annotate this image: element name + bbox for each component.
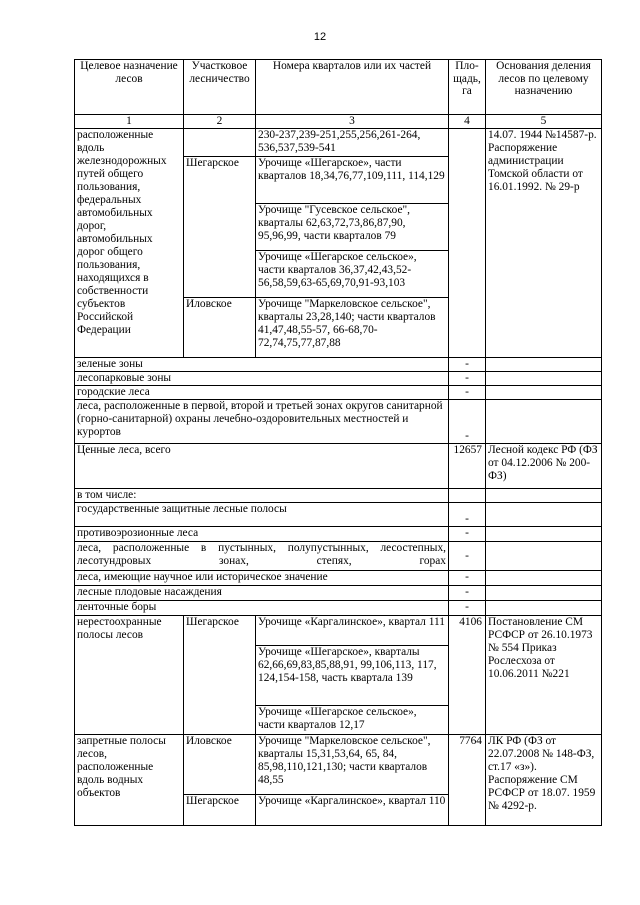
row-label: лесопарковые зоны [75,372,449,386]
area-cell: - [449,527,486,542]
col-number: 1 [75,115,184,129]
area-cell: - [449,400,486,444]
row-label: государственные защитные лесные полосы [75,503,449,527]
table-row [75,386,602,400]
table-row [75,616,602,646]
table-row [75,571,602,586]
header-quarters: Номера кварталов или их частей [256,60,449,115]
page-number: 12 [313,31,327,43]
row-label: леса, расположенные в пустынных, полупустынных, лесостепных, лесотундровых зонах, степях, горах [75,542,449,571]
area-cell: - [449,586,486,601]
table-row [75,444,602,489]
table-row [75,503,602,527]
table-row [75,601,602,616]
table-row [75,542,602,571]
quarters-cell: Урочище «Шегарское сельское», части кварталов 36,37,42,43,52-56,58,59,63-65,69,70,91-93,103 [256,251,449,298]
area-cell: 4106 [449,616,486,735]
quarters-cell: Урочище "Маркеловское сельское", кварталы 23,28,140; части кварталов 41,47,48,55-57, 66-68,70-72,74,75,77,87,88 [256,298,449,358]
purpose-spawning: нерестоохранные полосы лесов [75,616,184,735]
quarters-cell: Урочище «Каргалинское», квартал 110 [256,795,449,826]
basis-cell-empty [486,489,602,503]
district-cell: Шегарское [184,616,256,735]
row-label: леса, имеющие научное или историческое значение [75,571,449,586]
basis-cell-empty [486,542,602,571]
district-cell: Шегарское [184,795,256,826]
basis-cell: ЛК РФ (ФЗ от 22.07.2008 № 148-ФЗ, ст.17 «з»). Распоряжение СМ РСФСР от 18.07. 1959 № 4292-р. [486,735,602,826]
basis-cell-empty [486,527,602,542]
area-cell: - [449,571,486,586]
basis-cell-empty [486,571,602,586]
district-cell: Шегарское [184,157,256,298]
area-cell: - [449,372,486,386]
header-row [75,60,602,115]
area-cell: - [449,358,486,372]
area-cell: - [449,503,486,527]
col-number: 4 [449,115,486,129]
row-label: зеленые зоны [75,358,449,372]
quarters-cell: Урочище «Каргалинское», квартал 111 [256,616,449,646]
table-row [75,735,602,795]
table-row [75,527,602,542]
header-basis: Основания деления лесов по целевому назначению [486,60,602,115]
col-number: 3 [256,115,449,129]
row-label: противоэрозионные леса [75,527,449,542]
row-label: городские леса [75,386,449,400]
row-label: леса, расположенные в первой, второй и третьей зонах округов санитарной (горно-санитарной) охраны лечебно-оздоровительных местностей и курортов [75,400,449,444]
district-cell: Иловское [184,298,256,358]
basis-cell: Постановление СМ РСФСР от 26.10.1973 № 554 Приказ Рослесхоза от 10.06.2011 №221 [486,616,602,735]
col-number: 5 [486,115,602,129]
basis-cell: Лесной кодекс РФ (ФЗ от 04.12.2006 № 200-ФЗ) [486,444,602,489]
row-label: лесные плодовые насаждения [75,586,449,601]
table-row [75,400,602,444]
area-cell: - [449,386,486,400]
header-area: Пло-щадь, га [449,60,486,115]
header-district: Участковое лесничество [184,60,256,115]
basis-cell-empty [486,503,602,527]
basis-cell-empty [486,586,602,601]
row-label: Ценные леса, всего [75,444,449,489]
col-number: 2 [184,115,256,129]
basis-railways: 14.07. 1944 №14587-р. Распоряжение администрации Томской области от 16.01.1992. № 29-р [486,129,602,358]
area-cell-empty [449,489,486,503]
row-label: в том числе: [75,489,449,503]
purpose-protected: запретные полосы лесов, расположенные вдоль водных объектов [75,735,184,826]
table-row [75,489,602,503]
quarters-cell: Урочище «Шегарское», кварталы 62,66,69,83,85,88,91, 99,106,113, 117, 124,154-158, часть квартала 139 [256,646,449,706]
table-row [75,586,602,601]
column-numbers-row [75,115,602,129]
basis-cell-empty [486,400,602,444]
basis-cell-empty [486,386,602,400]
header-purpose: Целевое назначение лесов [75,60,184,115]
purpose-railways: расположенные вдоль железнодорожных путей общего пользования, федеральных автомобильных дорог, автомобильных дорог общего пользования, находящихся в собственности субъектов Российской Федерации [75,129,184,358]
table-row [75,358,602,372]
area-cell: 7764 [449,735,486,826]
quarters-cell: Урочище "Гусевское сельское", кварталы 62,63,72,73,86,87,90, 95,96,99, части кварталов 79 [256,204,449,251]
table-row [75,129,602,157]
table-row [75,372,602,386]
quarters-cell: Урочище «Шегарское сельское», части кварталов 12,17 [256,706,449,735]
area-cell: 12657 [449,444,486,489]
quarters-cell: Урочище "Маркеловское сельское", кварталы 15,31,53,64, 65, 84, 85,98,110,121,130; части кварталов 48,55 [256,735,449,795]
basis-cell-empty [486,372,602,386]
area-cell: - [449,542,486,571]
area-cell-empty [449,129,486,358]
basis-cell-empty [486,358,602,372]
row-label: ленточные боры [75,601,449,616]
quarters-cell: 230-237,239-251,255,256,261-264, 536,537,539-541 [256,129,449,157]
quarters-cell: Урочище «Шегарское», части кварталов 18,34,76,77,109,111, 114,129 [256,157,449,204]
basis-cell-empty [486,601,602,616]
district-empty [184,129,256,157]
area-cell: - [449,601,486,616]
district-cell: Иловское [184,735,256,795]
forest-purpose-table [74,59,602,826]
